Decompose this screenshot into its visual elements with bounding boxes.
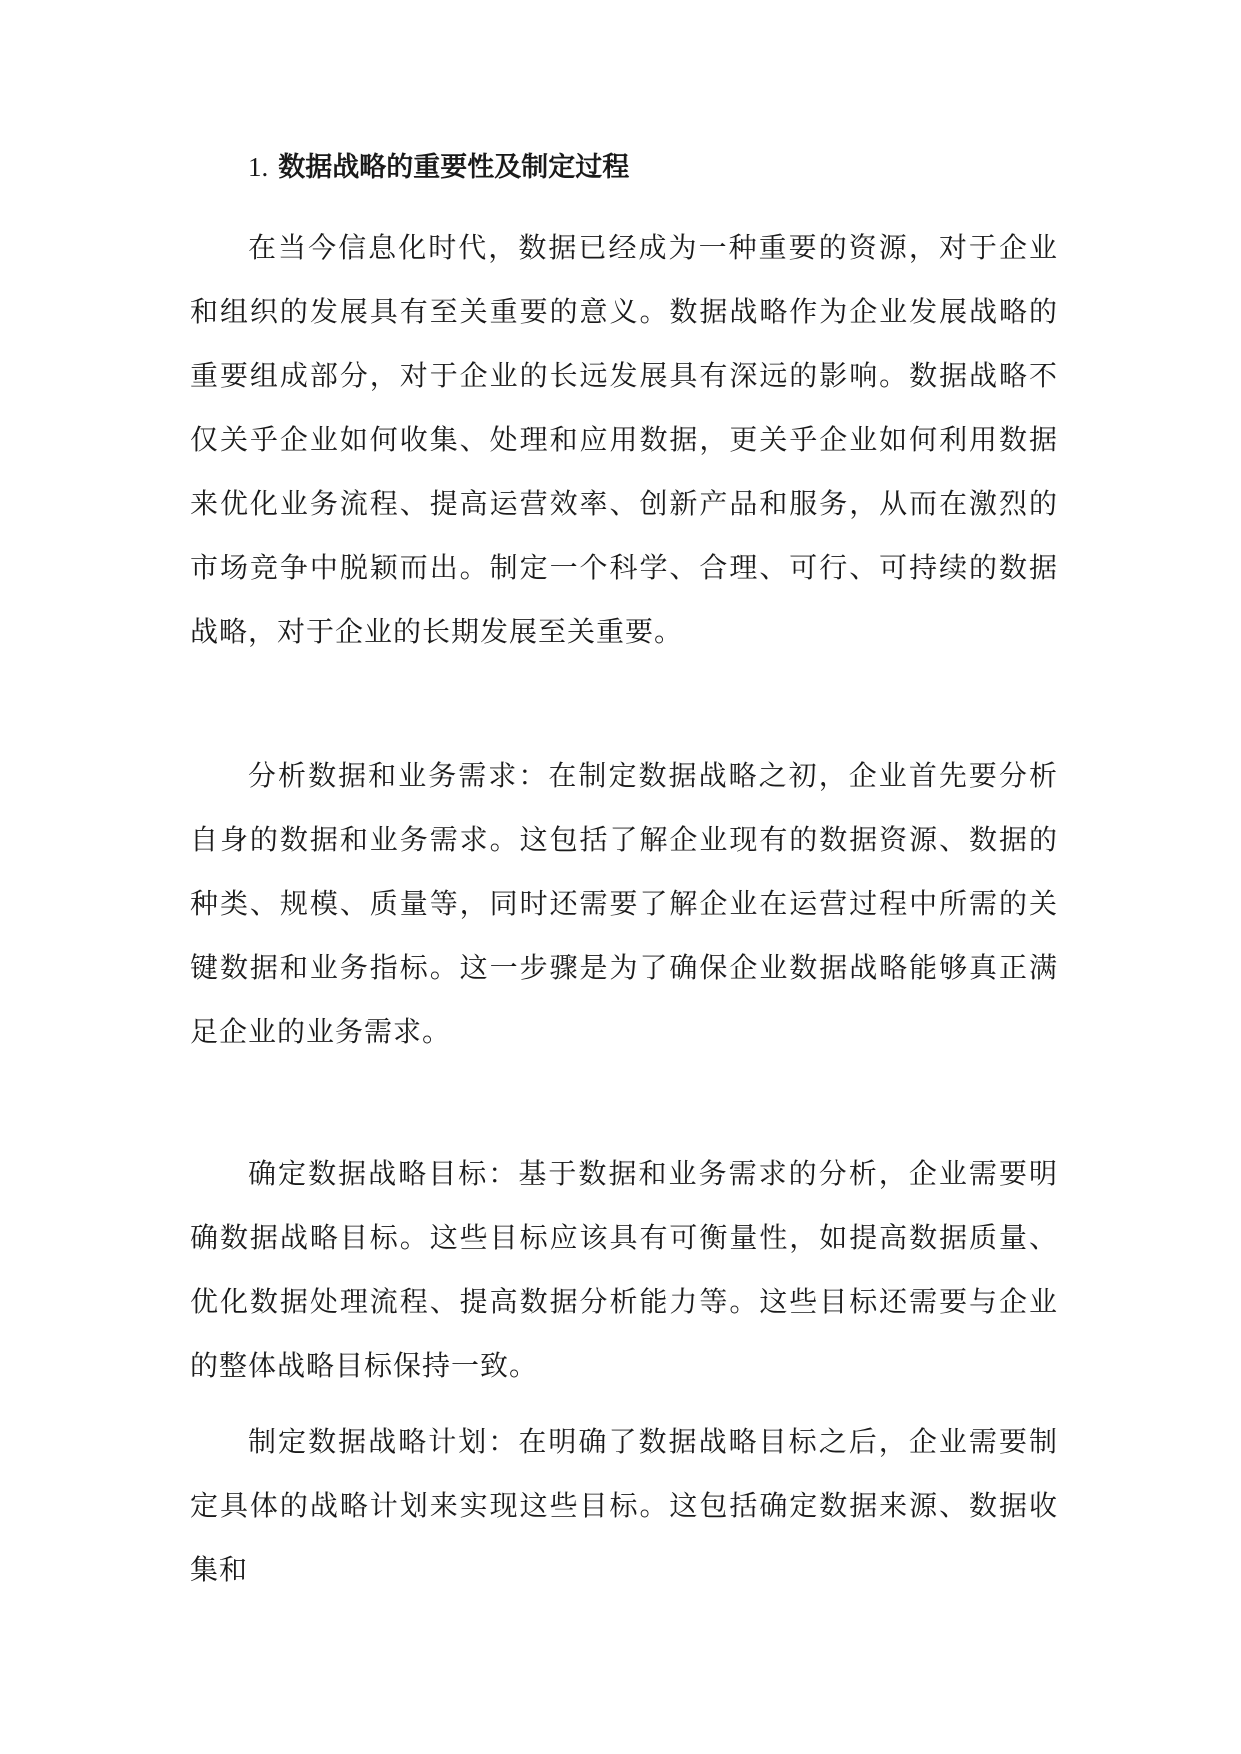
paragraph-intro: 在当今信息化时代，数据已经成为一种重要的资源，对于企业和组织的发展具有至关重要的意义。数据战略作为企业发展战略的重要组成部分，对于企业的长远发展具有深远的影响。数据战略不仅关乎企业如何收集、处理和应用数据，更关乎企业如何利用数据来优化业务流程、提高运营效率、创新产品和服务，从而在激烈的市场竞争中脱颖而出。制定一个科学、合理、可行、可持续的数据战略，对于企业的长期发展至关重要。	[190, 231, 1058, 648]
section-heading	[248, 147, 629, 188]
section-number: 1.	[248, 152, 269, 182]
paragraph-analyze-needs: 分析数据和业务需求：在制定数据战略之初，企业首先要分析自身的数据和业务需求。这包括了解企业现有的数据资源、数据的种类、规模、质量等，同时还需要了解企业在运营过程中所需的关键数据和业务指标。这一步骤是为了确保企业数据战略能够真正满足企业的业务需求。	[190, 759, 1058, 1048]
paragraph-define-goals: 确定数据战略目标：基于数据和业务需求的分析，企业需要明确数据战略目标。这些目标应该具有可衡量性，如提高数据质量、优化数据处理流程、提高数据分析能力等。这些目标还需要与企业的整体战略目标保持一致。	[190, 1157, 1058, 1382]
paragraph-make-plan: 制定数据战略计划：在明确了数据战略目标之后，企业需要制定具体的战略计划来实现这些目标。这包括确定数据来源、数据收集和	[190, 1425, 1058, 1586]
section-title: 数据战略的重要性及制定过程	[278, 152, 630, 183]
